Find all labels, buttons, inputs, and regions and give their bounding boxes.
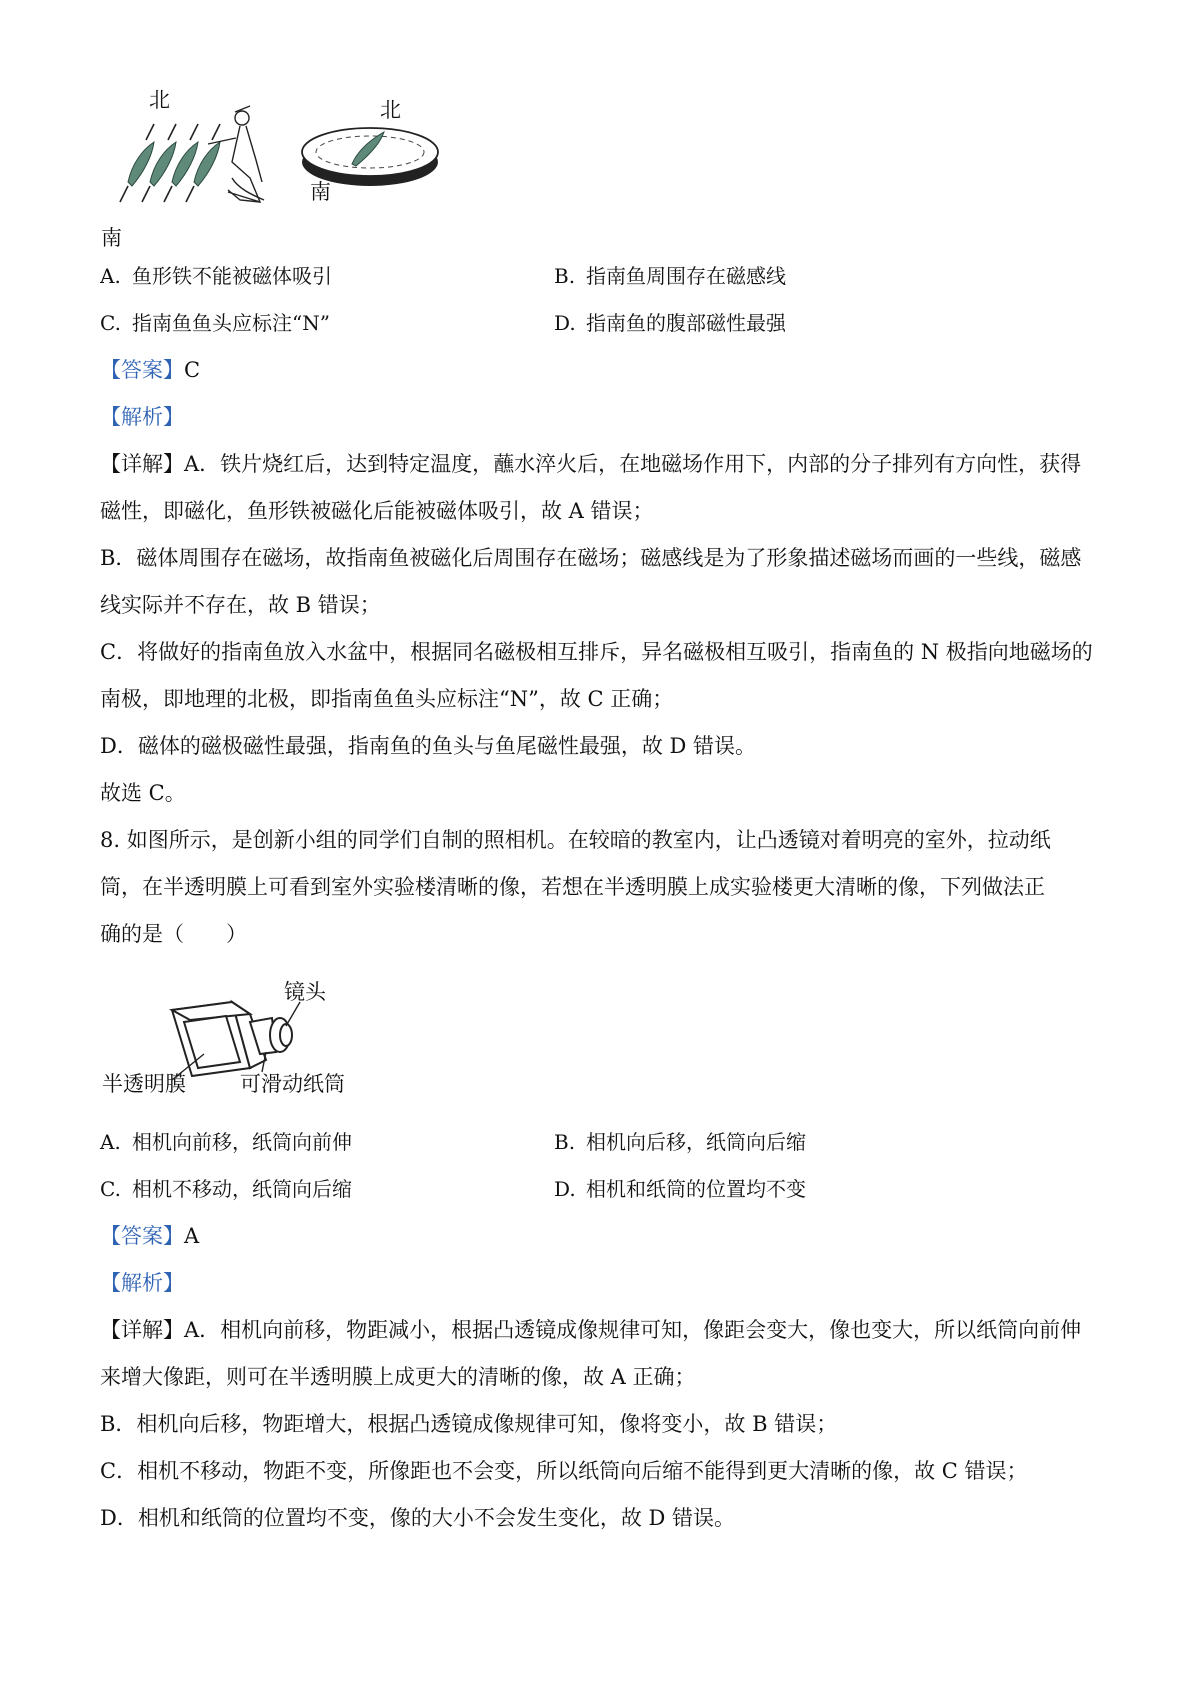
option-letter: D. [554,311,576,335]
camera-lens-front [280,1024,292,1046]
option-text: 指南鱼的腹部磁性最强 [586,311,786,335]
q7-detail-line-4: 线实际并不存在，故 B 错误； [100,593,381,617]
fish-row [128,142,220,186]
fish-1 [128,142,154,186]
option-text: 相机向后移，纸筒向后缩 [586,1130,806,1154]
option-letter: B. [554,264,576,288]
q8-detail-line-4: C．相机不移动，物距不变，所像距也不会变，所以纸筒向后缩不能得到更大清晰的像，故 C 错误； [100,1459,1028,1483]
q8-stem-line-3: 确的是（ ） [100,922,247,946]
q8-option-b[interactable] [554,1130,806,1154]
compass-south-label: 南 [310,180,331,204]
option-letter: C. [100,311,121,335]
fish-north-label: 北 [149,88,170,112]
option-letter: C. [100,1177,121,1201]
option-text: 指南鱼鱼头应标注“N” [132,311,330,335]
option-text: 相机不移动，纸筒向后缩 [132,1177,352,1201]
q7-option-b[interactable] [554,264,786,288]
fish-4 [194,142,220,186]
q7-detail-line-5: C．将做好的指南鱼放入水盆中，根据同名磁极相互排斥，异名磁极相互吸引，指南鱼的 N 极指向地磁场的 [100,640,1093,664]
compass-north-label: 北 [380,98,401,122]
field-lines-top [146,124,220,140]
option-text: 相机向前移，纸筒向前伸 [132,1130,352,1154]
option-letter: D. [554,1177,576,1201]
detail-text: A．相机向前移，物距减小，根据凸透镜成像规律可知，像距会变大，像也变大，所以纸筒向前伸 [184,1318,1082,1342]
q8-detail-line-1 [100,1318,1081,1342]
membrane-label: 半透明膜 [102,1072,186,1096]
option-text: 鱼形铁不能被磁体吸引 [132,264,332,288]
detail-tag: 【详解】 [100,452,184,476]
q7-detail-line-6: 南极，即地理的北极，即指南鱼鱼头应标注“N”，故 C 正确； [100,687,674,711]
q7-detail-line-7: D．磁体的磁极磁性最强，指南鱼的鱼头与鱼尾磁性最强，故 D 错误。 [100,734,757,758]
detail-tag: 【详解】 [100,1318,184,1342]
q7-figure [100,82,480,252]
detail-text: A．铁片烧红后，达到特定温度，蘸水淬火后，在地磁场作用下，内部的分子排列有方向性，获得 [184,452,1082,476]
option-text: 指南鱼周围存在磁感线 [586,264,786,288]
option-text: 相机和纸筒的位置均不变 [586,1177,806,1201]
answer-tag: 【答案】 [100,1224,184,1248]
q8-option-d[interactable] [554,1177,806,1201]
lens-label: 镜头 [284,980,326,1004]
q7-detail-line-2: 磁性，即磁化，鱼形铁被磁化后能被磁体吸引，故 A 错误； [100,499,654,523]
lens-leader [286,1002,300,1026]
q7-detail-line-3: B．磁体周围存在磁场，故指南鱼被磁化后周围存在磁场；磁感线是为了形象描述磁场而画的一些线，磁感 [100,546,1082,570]
tube-label: 可滑动纸筒 [240,1072,345,1096]
answer-value: C [184,358,201,382]
fish-2 [150,142,176,186]
q8-stem-line-2: 筒，在半透明膜上可看到室外实验楼清晰的像，若想在半透明膜上成实验楼更大清晰的像，下列做法正 [100,875,1045,899]
option-letter: B. [554,1130,576,1154]
q7-option-d[interactable] [554,311,786,335]
q7-option-a[interactable] [100,264,332,288]
q8-detail-line-5: D．相机和纸筒的位置均不变，像的大小不会发生变化，故 D 错误。 [100,1506,736,1530]
answer-value: A [184,1224,200,1248]
q8-detail-line-2: 来增大像距，则可在半透明膜上成更大的清晰的像，故 A 正确； [100,1365,696,1389]
q8-answer [100,1224,199,1248]
q8-stem-line-1: 8. 如图所示，是创新小组的同学们自制的照相机。在较暗的教室内，让凸透镜对着明亮的室外，拉动纸 [100,828,1051,852]
compass [302,128,438,186]
q7-conclusion: 故选 C。 [100,781,186,805]
field-lines-bottom [120,186,194,202]
q8-analysis-tag: 【解析】 [100,1271,184,1295]
q8-option-a[interactable] [100,1130,352,1154]
q7-answer [100,358,200,382]
q8-detail-line-3: B．相机向后移，物距增大，根据凸透镜成像规律可知，像将变小，故 B 错误； [100,1412,838,1436]
answer-tag: 【答案】 [100,358,184,382]
q7-option-c[interactable] [100,311,330,335]
q7-analysis-tag: 【解析】 [100,405,184,429]
q7-detail-line-1 [100,452,1081,476]
fish-3 [172,142,198,186]
fish-south-label: 南 [101,226,122,250]
q8-camera-figure [100,968,400,1098]
option-letter: A. [100,1130,121,1154]
q8-option-c[interactable] [100,1177,352,1201]
option-letter: A. [100,264,121,288]
